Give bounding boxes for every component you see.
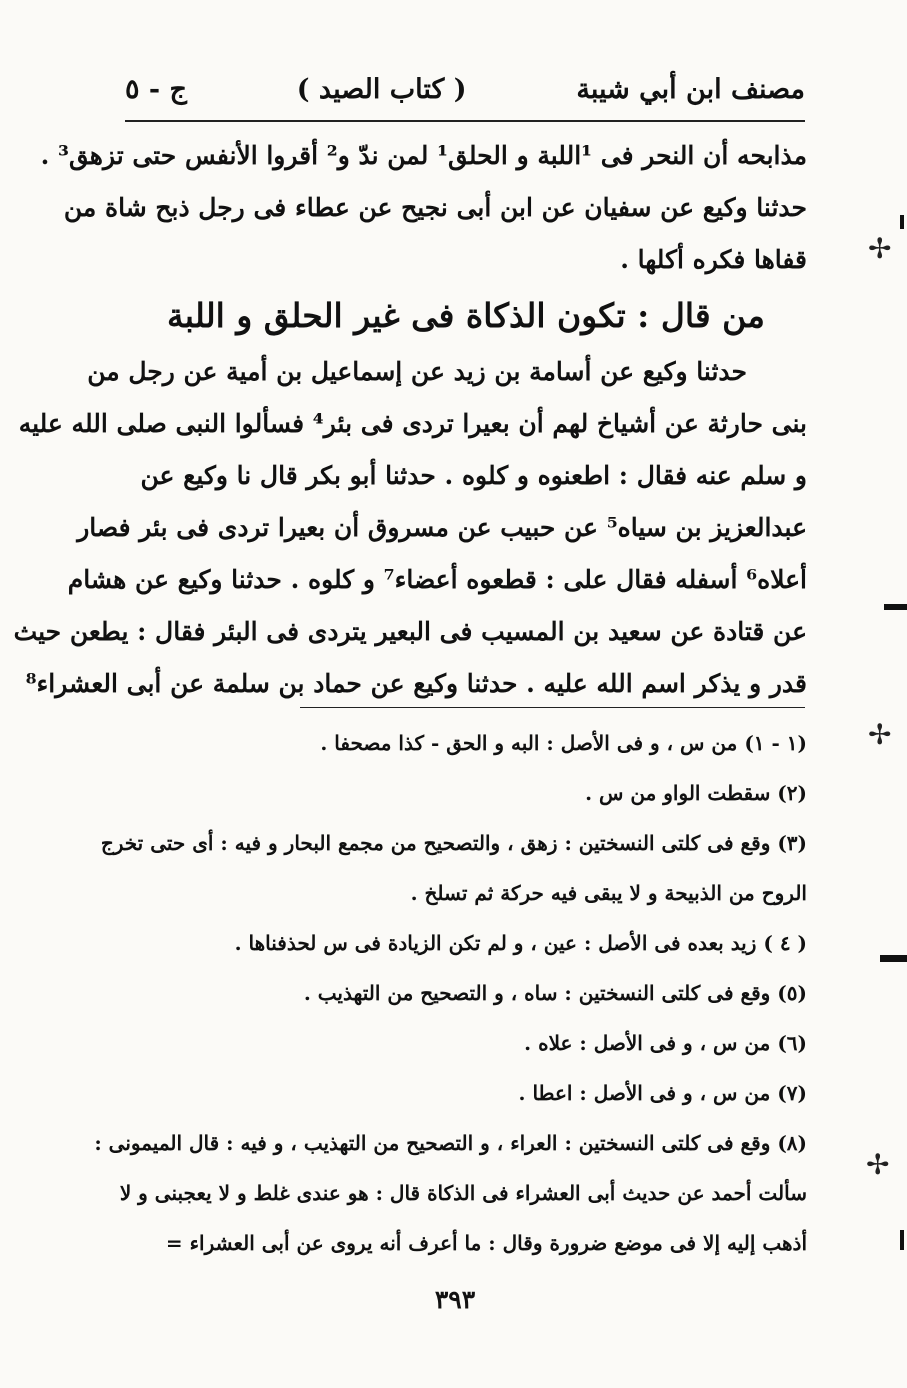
- book-title: مصنف ابن أبي شيبة: [576, 73, 805, 105]
- scan-edge-mark: [880, 955, 907, 962]
- main-text: [13, 130, 807, 710]
- text-line: قفاها فكره أكلها .: [620, 245, 807, 274]
- footnotes: [94, 718, 807, 1268]
- footnote-line: أذهب إليه إلا فى موضع ضرورة وقال : ما أعرف أنه يروى عن أبى العشراء =: [165, 1231, 807, 1255]
- text-line: مذابحه أن النحر فى ¹اللبة و الحلق¹ لمن ندّ و² أقروا الأنفس حتى تزهق³ .: [40, 141, 807, 170]
- footnote-line: (٢) سقطت الواو من س .: [585, 781, 807, 805]
- margin-mark-icon: ✢: [868, 232, 892, 265]
- volume-number: ج - ٥: [125, 73, 187, 105]
- scan-edge-mark: [884, 604, 907, 610]
- header-rule: [125, 120, 805, 122]
- chapter-title: ( كتاب الصيد ): [296, 73, 467, 105]
- footnote-line: (٣) وقع فى كلتى النسختين : زهق ، والتصحيح من مجمع البحار و فيه : أى حتى تخرج: [100, 831, 807, 855]
- footnote-line: (٧) من س ، و فى الأصل : اعطا .: [518, 1081, 807, 1105]
- text-line: حدثنا وكيع عن سفيان عن ابن أبى نجيح عن عطاء فى رجل ذبح شاة من: [63, 193, 807, 222]
- footnote-line: (٨) وقع فى كلتى النسختين : العراء ، و التصحيح من التهذيب ، و فيه : قال الميمونى :: [94, 1131, 807, 1155]
- margin-mark-icon: ✢: [866, 1148, 890, 1181]
- scan-edge-mark: [900, 1230, 904, 1250]
- footnote-line: (٦) من س ، و فى الأصل : علاه .: [524, 1031, 807, 1055]
- text-line: عن قتادة عن سعيد بن المسيب فى البعير يتردى فى البئر فقال : يطعن حيث: [13, 617, 807, 646]
- footnote-line: سألت أحمد عن حديث أبى العشراء فى الذكاة قال : هو عندى غلط و لا يعجبنى و لا: [119, 1181, 807, 1205]
- margin-mark-icon: ✢: [868, 718, 892, 751]
- scan-edge-mark: [900, 215, 904, 229]
- text-line: عبدالعزيز بن سياه⁵ عن حبيب عن مسروق أن بعيرا تردى فى بئر فصار: [77, 513, 807, 542]
- text-line: أعلاه⁶ أسفله فقال على : قطعوه أعضاء⁷ و كلوه . حدثنا وكيع عن هشام: [67, 565, 807, 594]
- footnote-line: (٥) وقع فى كلتى النسختين : ساه ، و التصحيح من التهذيب .: [303, 981, 807, 1005]
- running-header: [125, 66, 805, 112]
- text-line: و سلم عنه فقال : اطعنوه و كلوه . حدثنا أبو بكر قال نا وكيع عن: [140, 461, 807, 490]
- footnote-line: ( ٤ ) زيد بعده فى الأصل : عين ، و لم تكن الزيادة فى س لحذفناها .: [234, 931, 807, 955]
- page-number: ٣٩٣: [434, 1285, 476, 1314]
- text-line: بنى حارثة عن أشياخ لهم أن بعيرا تردى فى بئر⁴ فسألوا النبى صلى الله عليه: [18, 409, 807, 438]
- footnote-rule: [300, 707, 805, 708]
- section-heading: من قال : تكون الذكاة فى غير الحلق و اللبة: [167, 296, 765, 335]
- footnote-line: (١ - ١) من س ، و فى الأصل : البه و الحق - كذا مصحفا .: [320, 731, 807, 755]
- footnote-line: الروح من الذبيحة و لا يبقى فيه حركة ثم تسلخ .: [410, 881, 807, 905]
- text-line: حدثنا وكيع عن أسامة بن زيد عن إسماعيل بن أمية عن رجل من: [87, 357, 747, 386]
- text-line: قدر و يذكر اسم الله عليه . حدثنا وكيع عن حماد بن سلمة عن أبى العشراء⁸: [25, 669, 807, 698]
